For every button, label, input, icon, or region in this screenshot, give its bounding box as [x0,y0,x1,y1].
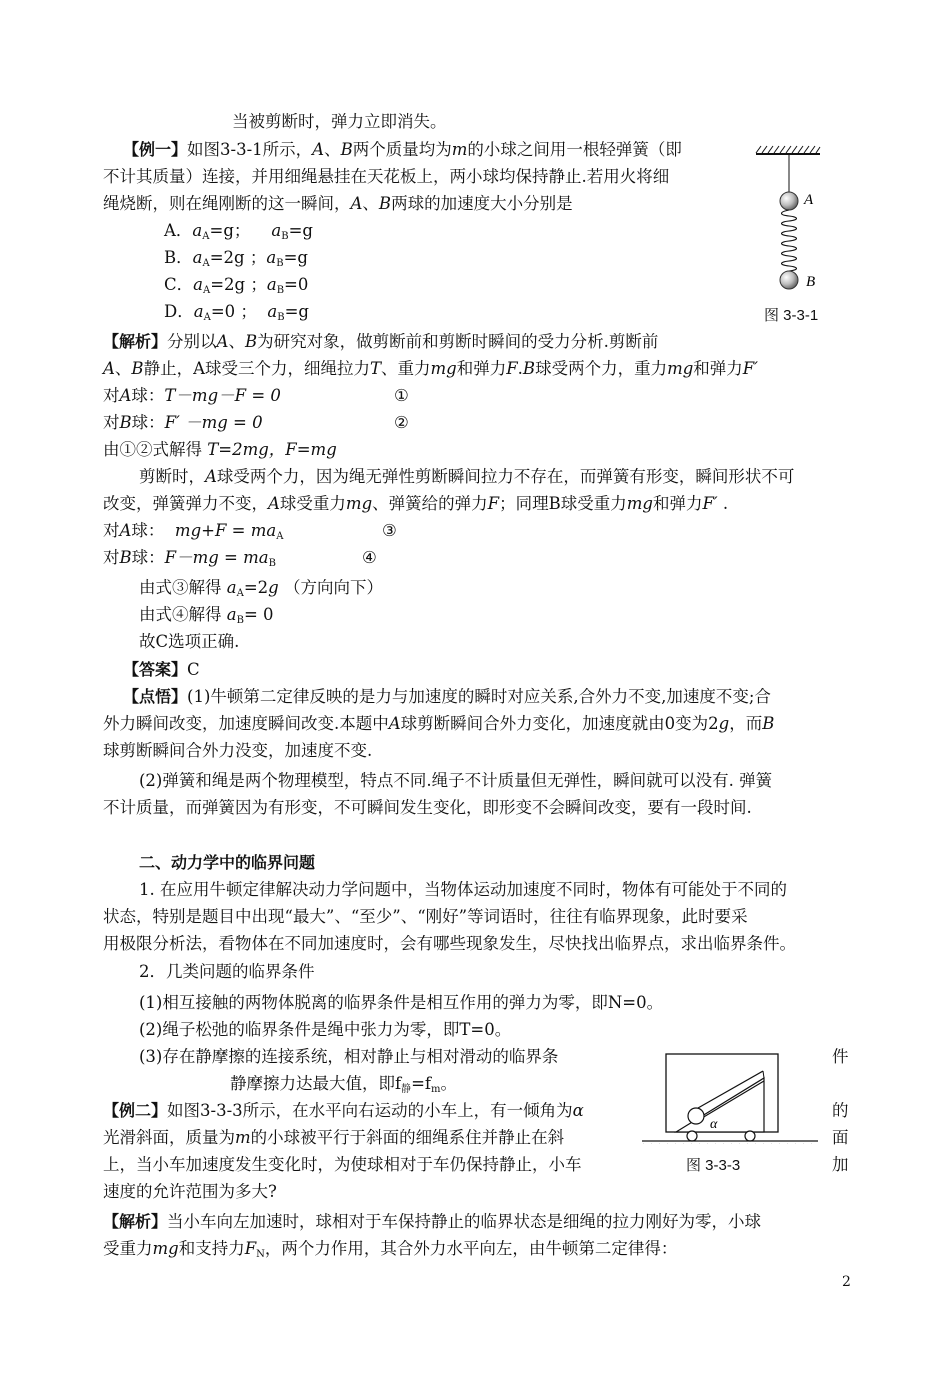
text: 球受两个力，因为绳无弹性剪断瞬间拉力不存在，而弹簧有形变，瞬间形状不可 [216,467,795,486]
sub: A [276,531,284,542]
equation-4-number: ④ [362,548,377,567]
text: 如图3-3-3所示，在水平向右运动的小车上，有一倾角为 [167,1101,573,1120]
result-1 [139,577,383,605]
sub: B [236,615,244,626]
text: 受重力 [103,1239,153,1258]
spring-figure [748,140,838,300]
text: 和弹力 [652,494,703,513]
analysis1-line2 [103,358,758,380]
analysis-label: 【解析】 [103,332,168,351]
sub: B [281,231,289,242]
insight-line3: 球剪断瞬间合外力没变，加速度不变. [103,741,373,760]
text: 、 [228,332,245,351]
text: 两个质量均为 [352,140,452,159]
option-label: B． [164,248,193,267]
text: (1)牛顿第二定律反映的是力与加速度的瞬时对应关系,合外力不变,加速度不变;合 [187,687,771,706]
equation-2-number: ② [394,413,409,432]
var-b: B [340,140,353,159]
sub: B [276,285,285,296]
page-number: 2 [842,1274,851,1290]
text: =f [411,1074,432,1093]
var-a: A [388,714,401,733]
var: mg [345,494,373,513]
text: （方向向下） [278,578,383,597]
text: 、 [324,140,341,159]
answer-value: C [187,660,200,679]
example2-label: 【例二】 [103,1101,168,1120]
figure-331-caption: 图 3-3-1 [764,307,819,324]
var-a: A [119,521,132,540]
label-a: A [804,192,814,208]
section2-p2: 状态，特别是题目中出现“最大”、“至少”、“刚好”等词语时，往往有临界现象，此时要采 [103,907,748,926]
var-b: B [131,359,144,378]
var: a [271,221,282,240]
var-b: B [119,413,132,432]
var: mg [152,1239,179,1258]
val: =g [288,221,313,240]
sub: N [256,1249,265,1260]
var-b: B [762,714,775,733]
condition-2: (2)绳子松弛的临界条件是绳中张力为零，即T=0。 [139,1020,512,1039]
incline [676,1078,764,1132]
ball-b [780,271,798,289]
sub: A [236,588,244,599]
ceiling [756,146,820,154]
option-label: D． [164,302,194,321]
sub: A [203,312,211,323]
var: F′ [702,494,718,513]
var: a [226,605,237,624]
equation: F－mg = ma [164,548,269,567]
example2-line3: 上，当小车加速度发生变化时，为使球相对于车仍保持静止，小车 [103,1155,582,1174]
example1-line1 [123,139,682,161]
sub: m [431,1084,441,1095]
ball-a [780,192,798,210]
var-a: A [119,386,132,405]
var-a: A [312,140,325,159]
result-2 [139,604,274,632]
option-label: A． [164,221,193,240]
text: 对 [103,521,120,540]
var: a [266,275,277,294]
condition-1: (1)相互接触的两物体脱离的临界条件是相互作用的弹力为零，即N=0。 [139,993,664,1012]
figure-333-caption: 图 3-3-3 [686,1157,741,1174]
insight-label: 【点悟】 [123,687,188,706]
conclusion: 故C选项正确. [139,632,240,651]
text: 分别以 [167,332,217,351]
text: 剪断时， [139,467,205,486]
equation-1 [103,385,281,407]
var: F [244,1239,257,1258]
equation-2 [103,412,263,434]
text: 由①②式解得 [103,440,202,459]
answer-label: 【答案】 [123,660,188,679]
insight-line5: 不计质量，而弹簧因为有形变，不可瞬间发生变化，即形变不会瞬间改变，要有一段时间. [103,798,752,817]
ball [688,1108,704,1124]
text: =2 [243,578,269,597]
var-b: B [119,548,132,567]
section2-p3: 用极限分析法，看物体在不同加速度时，会有哪些现象发生，尽快找出临界点，求出临界条件。 [103,934,796,953]
insight-line4: (2)弹簧和绳是两个物理模型，特点不同.绳子不计质量但无弹性，瞬间就可以没有. 弹簧 [139,771,773,790]
option-a [164,220,313,248]
analysis1-para-line1 [139,466,794,488]
text: 。 [440,1074,458,1093]
var-b: B [522,359,536,378]
text: 球剪断瞬间合外力变化，加速度就由0变为2 [400,714,719,733]
analysis1-para-line2 [103,493,728,515]
analysis2-label: 【解析】 [103,1212,168,1231]
condition-3-line2 [230,1073,457,1101]
val: =2g ； [209,248,267,267]
sub: A [202,231,210,242]
var: g [268,578,279,597]
text: 当小车向左加速时，球相对于车保持静止的临界状态是细绳的拉力刚好为零，小球 [167,1212,762,1231]
analysis2-line1 [103,1211,761,1233]
var: a [226,578,237,597]
text: . [517,359,523,378]
var-b: B [378,194,392,213]
text: 由式③解得 [139,578,227,597]
val: =0 [284,275,309,294]
text: 和支持力 [178,1239,245,1258]
var: a [267,302,278,321]
alpha-label: α [710,1117,718,1132]
example2-line2 [103,1127,564,1149]
var-a: A [216,332,229,351]
rope-tie [763,1071,764,1078]
solution-line [103,439,337,461]
analysis1-line1 [103,331,658,353]
sub: B [276,258,284,269]
text: 球： [131,521,165,540]
val: =g [284,302,309,321]
equation-3-number: ③ [382,521,397,540]
equation: T=2mg，F=mg [207,440,337,459]
section2-p1: 1. 在应用牛顿定律解决动力学问题中，当物体运动加速度不同时，物体有可能处于不同的 [139,880,787,899]
var: mg [430,359,457,378]
var-m: m [451,140,468,159]
text: ；同理B球受重力 [499,494,627,513]
text: 和弹力 [456,359,507,378]
example2-line3-end: 加 [832,1155,849,1174]
text: 、 [362,194,379,213]
var: g [718,714,730,733]
option-b [164,247,308,275]
text: 的小球被平行于斜面的细绳系住并静止在斜 [250,1128,565,1147]
text: 球受两个力，重力 [535,359,668,378]
text: 、 [114,359,132,378]
text: = 0 [243,605,274,624]
equation-4 [103,547,276,575]
spring [782,210,797,271]
wheel-right [745,1131,755,1141]
section2-p4: 2．几类问题的临界条件 [139,962,315,981]
var-a: A [350,194,363,213]
condition-3: (3)存在静摩擦的连接系统，相对静止与相对滑动的临界条 [139,1047,559,1066]
var: α [572,1101,584,1120]
var-a: A [205,467,217,486]
text: 外力瞬间改变，加速度瞬间改变.本题中 [103,714,389,733]
text: 球： [131,413,165,432]
text: 由式④解得 [139,605,227,624]
example1-line3 [103,193,573,215]
text: 静止，A球受三个力，细绳拉力 [143,359,370,378]
var: T [369,359,381,378]
text: 和弹力 [693,359,743,378]
text: 光滑斜面，质量为 [103,1128,235,1147]
insight-line2 [103,713,774,735]
equation: T－mg－F = 0 [164,386,281,405]
var: F [506,359,518,378]
var: a [266,248,277,267]
example2-line2-end: 面 [832,1128,849,1147]
val: =g [283,248,308,267]
var: a [192,248,203,267]
text: 球： [131,548,165,567]
example1-label: 【例一】 [123,140,188,159]
example1-line2: 不计其质量）连接，并用细绳悬挂在天花板上，两小球均保持静止.若用火将细 [103,167,670,186]
var: mg [667,359,694,378]
text: 对 [103,413,120,432]
var: F′ [742,359,758,378]
var-a: A [103,359,115,378]
equation: F′ －mg = 0 [164,413,263,432]
var: a [193,302,204,321]
val: =2g ； [210,275,267,294]
var: a [193,275,203,294]
label-b: B [806,274,816,290]
example2-line1-end: 的 [832,1101,849,1120]
sub: 静 [401,1084,412,1095]
wheel-left [687,1131,697,1141]
text: 为研究对象，做剪断前和剪断时瞬间的受力分析.剪断前 [257,332,659,351]
val: =g； [209,221,251,240]
insight-line1 [123,686,771,708]
var: a [192,221,203,240]
text: 球受重力 [279,494,346,513]
sub: A [202,258,210,269]
sub: B [268,558,276,569]
condition-3-end: 件 [832,1047,849,1066]
text: 如图3-3-1所示， [187,140,313,159]
text: ，两个力作用，其合外力水平向左，由牛顿第二定律得： [264,1239,678,1258]
text: 球： [131,386,165,405]
text: ，而 [729,714,763,733]
option-d [164,301,309,329]
sub: B [277,312,285,323]
equation: mg+F = ma [174,521,277,540]
var: mg [626,494,653,513]
sub: A [202,285,211,296]
text: 两球的加速度大小分别是 [391,194,573,213]
equation-1-number: ① [394,386,409,405]
cart-figure [640,1048,820,1144]
text: 改变，弹簧弹力不变， [103,494,268,513]
var-m: m [235,1128,251,1147]
answer1 [123,659,200,681]
continuation-line: 当被剪断时，弹力立即消失。 [232,112,447,131]
text: 绳烧断，则在绳刚断的这一瞬间， [103,194,351,213]
var-b: B [244,332,258,351]
text: 静摩擦力达最大值，即f [230,1074,402,1093]
equation-3 [103,520,283,548]
var-a: A [268,494,280,513]
text: 对 [103,386,120,405]
var: F [487,494,500,513]
option-c [164,274,308,302]
example2-line1 [103,1100,584,1122]
text: 、弹簧给的弹力 [372,494,488,513]
text: 、重力 [381,359,431,378]
text: 对 [103,548,120,567]
option-label: C． [164,275,194,294]
text: 的小球之间用一根轻弹簧（即 [467,140,682,159]
text: . [717,494,729,513]
analysis2-line2 [103,1238,677,1266]
val: =0 ； [210,302,257,321]
section2-title: 二、动力学中的临界问题 [139,853,316,872]
example2-line4: 速度的允许范围为多大? [103,1182,277,1201]
